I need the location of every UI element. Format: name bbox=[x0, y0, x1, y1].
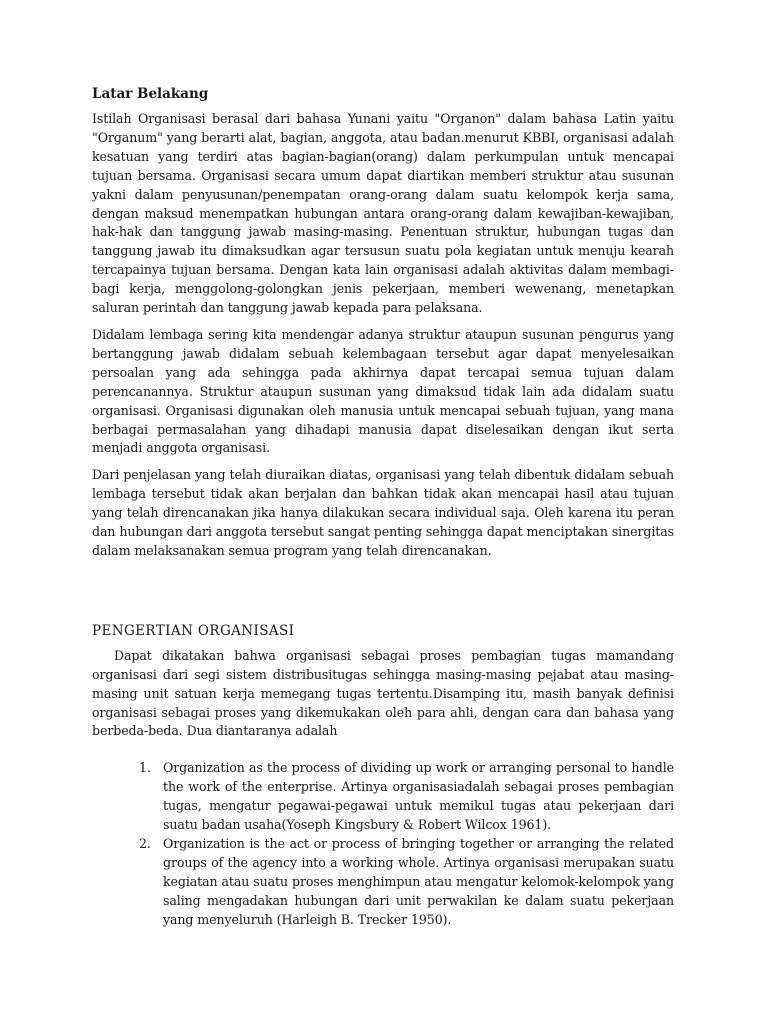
section-heading-pengertian-organisasi: PENGERTIAN ORGANISASI bbox=[92, 622, 295, 639]
list-item bbox=[92, 835, 674, 930]
definition-list bbox=[92, 759, 674, 929]
list-item-number: 2. bbox=[139, 836, 151, 851]
section-spacer bbox=[92, 569, 674, 621]
section-heading-latar-belakang: Latar Belakang bbox=[92, 86, 209, 102]
list-item-text: Organization is the act or process of bringing together or arranging the related groups of the agency into a working whole. Artinya organisasi merupakan suatu kegiatan atau suatu proses menghimpun atau mengatur kelomok-kelompok yang saling mengadakan hubungan dari unit perwakilan ke dalam suatu pekerjaan yang menyeluruh (Harleigh B. Trecker 1950). bbox=[163, 836, 674, 927]
list-item-text: Organization as the process of dividing up work or arranging personal to handle the work of the enterprise. Artinya organisasiadalah sebagai proses pembagian tugas, mengatur pegawai-pegawai untuk memikul tugas atau pekerjaan dari suatu badan usaha(Yoseph Kingsbury & Robert Wilcox 1961). bbox=[163, 760, 674, 833]
paragraph-3: Dari penjelasan yang telah diuraikan diatas, organisasi yang telah dibentuk didalam sebuah lembaga tersebut tidak akan berjalan dan bahkan tidak akan mencapai hasil atau tujuan yang telah direncanakan jika hanya dilakukan secara individual saja. Oleh karena itu peran dan hubungan dari anggota tersebut sangat penting sehingga dapat menciptakan sinergitas dalam melaksanakan semua program yang telah direncanakan. bbox=[92, 467, 674, 558]
list-item bbox=[92, 759, 674, 835]
paragraph-2: Didalam lembaga sering kita mendengar adanya struktur ataupun susunan pengurus yang bertanggung jawab didalam sebuah kelembagaan tersebut agar dapat menyelesaikan persoalan yang ada sehingga pada akhirnya dapat tercapai semua tujuan dalam perencanannya. Struktur ataupun susunan yang dimaksud tidak lain ada didalam suatu organisasi. Organisasi digunakan oleh manusia untuk mencapai sebuah tujuan, yang mana berbagai permasalahan yang dihadapi manusia dapat diselesaikan dengan ikut serta menjadi anggota organisasi. bbox=[92, 326, 674, 456]
document-page bbox=[92, 84, 674, 930]
list-item-number: 1. bbox=[139, 760, 151, 776]
paragraph-intro: Dapat dikatakan bahwa organisasi sebagai proses pembagian tugas mamandang organisasi dari segi sistem distribusitugas sehingga masing-masing pejabat atau masing-masing unit satuan kerja memegang tugas tertentu.Disamping itu, masih banyak definisi organisasi sebagai proses yang dikemukakan oleh para ahli, dengan cara dan bahasa yang berbeda-beda. Dua diantaranya adalah bbox=[92, 647, 674, 739]
paragraph-1: Istilah Organisasi berasal dari bahasa Yunani yaitu "Organon" dalam bahasa Latin yaitu "Organum" yang berarti alat, bagian, anggota, atau badan.menurut KBBI, organisasi adalah kesatuan yang terdiri atas bagian-bagian(orang) dalam perkumpulan untuk mencapai tujuan bersama. Organisasi secara umum dapat diartikan memberi struktur atau susunan yakni dalam penyusunan/penempatan orang-orang dalam suatu kelompok kerja sama, dengan maksud menempatkan hubungan antara orang-orang dalam kewajiban-kewajiban, hak-hak dan tanggung jawab masing-masing. Penentuan struktur, hubungan tugas dan tanggung jawab itu dimaksudkan agar tersusun suatu pola kegiatan untuk menuju kearah tercapainya tujuan bersama. Dengan kata lain organisasi adalah aktivitas dalam membagi-bagi kerja, menggolong-golongkan jenis pekerjaan, memberi wewenang, menetapkan saluran perintah dan tanggung jawab kepada para pelaksana. bbox=[92, 111, 674, 316]
